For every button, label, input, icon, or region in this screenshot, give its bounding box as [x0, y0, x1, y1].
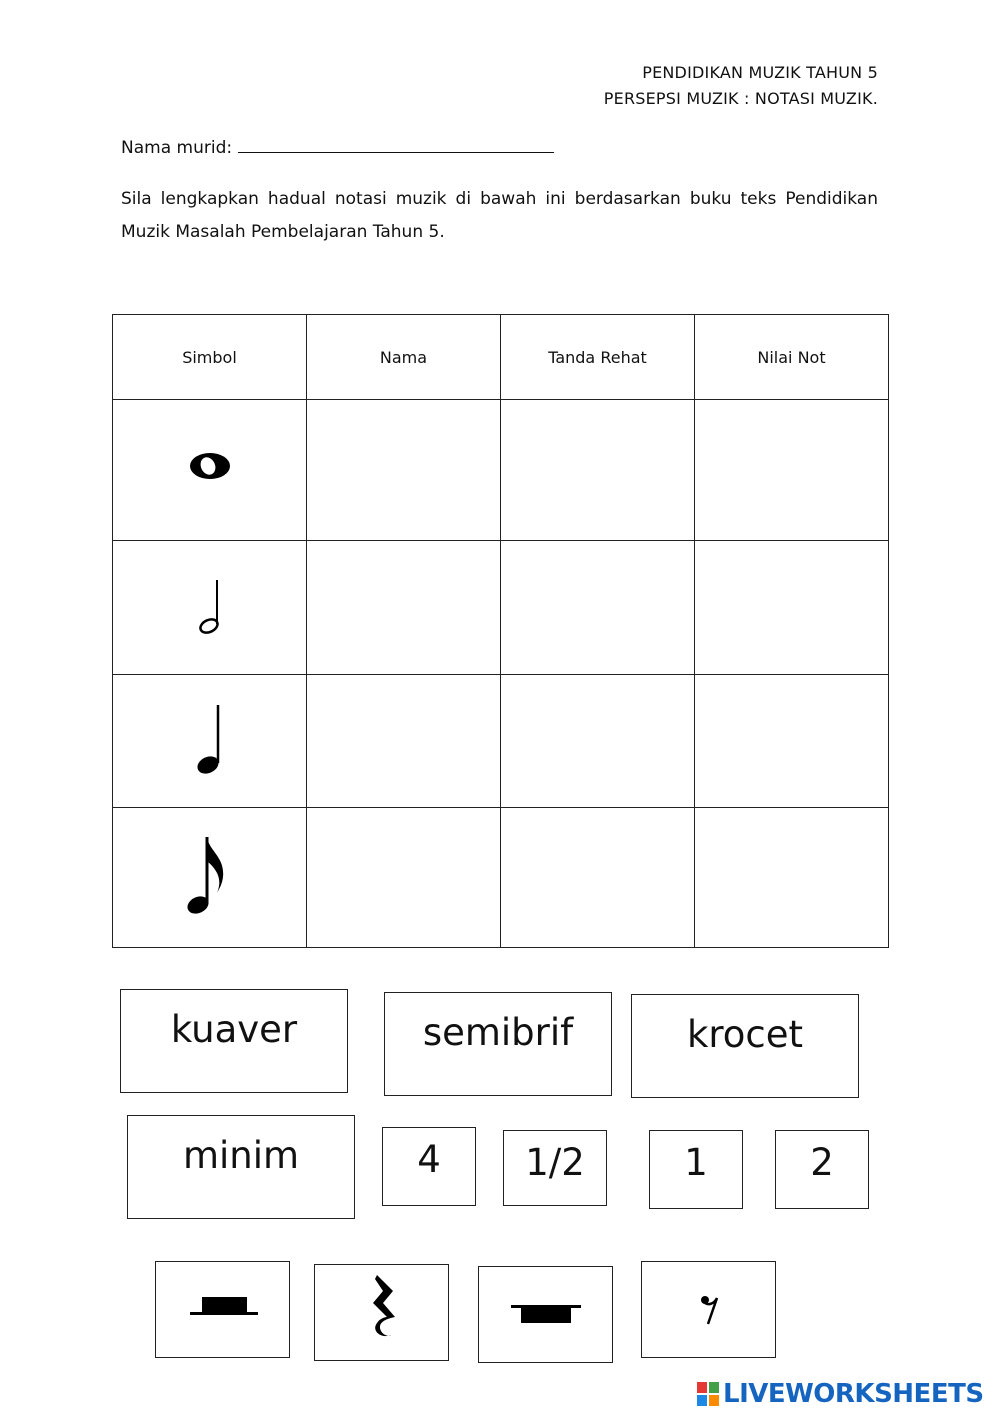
nilai-not-drop-cell[interactable]: [695, 675, 889, 808]
value-card-half[interactable]: [503, 1130, 607, 1206]
rest-card-eighth-rest[interactable]: [641, 1261, 776, 1358]
table-header-row: [113, 315, 889, 400]
symbol-cell: [113, 675, 307, 808]
notation-table: [112, 314, 889, 948]
rest-card-whole-rest[interactable]: [478, 1266, 613, 1363]
nilai-not-drop-cell[interactable]: [695, 400, 889, 541]
whole-rest-icon: [479, 1267, 614, 1364]
word-card-label: kuaver: [170, 1008, 298, 1051]
tanda-rehat-drop-cell[interactable]: [501, 541, 695, 675]
quarter-rest-icon: [315, 1265, 450, 1362]
header-nilai-not: Nilai Not: [695, 315, 889, 400]
student-name-row: [121, 138, 554, 158]
nama-drop-cell[interactable]: [307, 675, 501, 808]
tanda-rehat-drop-cell[interactable]: [501, 808, 695, 948]
word-card-minim[interactable]: [127, 1115, 355, 1219]
whole-note-icon: [180, 448, 240, 488]
header-tanda-rehat: Tanda Rehat: [501, 315, 695, 400]
liveworksheets-logo-icon: [697, 1382, 719, 1406]
symbol-cell: [113, 808, 307, 948]
value-card-label: 4: [417, 1138, 441, 1181]
value-card-4[interactable]: [382, 1127, 476, 1206]
table-row: [113, 808, 889, 948]
student-name-field[interactable]: [238, 138, 554, 153]
table-row: [113, 675, 889, 808]
symbol-cell: [113, 541, 307, 675]
table-row: [113, 541, 889, 675]
student-name-label: Nama murid:: [121, 138, 233, 158]
nama-drop-cell[interactable]: [307, 541, 501, 675]
word-card-label: minim: [182, 1134, 300, 1177]
nama-drop-cell[interactable]: [307, 808, 501, 948]
value-card-1[interactable]: [649, 1130, 743, 1209]
eighth-rest-icon: [642, 1262, 777, 1359]
value-card-label: 1/2: [525, 1141, 585, 1184]
header-simbol: Simbol: [113, 315, 307, 400]
half-rest-icon: [156, 1262, 291, 1359]
value-card-2[interactable]: [775, 1130, 869, 1209]
header-nama: Nama: [307, 315, 501, 400]
quarter-note-icon: [190, 701, 230, 777]
tanda-rehat-drop-cell[interactable]: [501, 400, 695, 541]
nama-drop-cell[interactable]: [307, 400, 501, 541]
symbol-cell: [113, 400, 307, 541]
rest-card-half-rest[interactable]: [155, 1261, 290, 1358]
nilai-not-drop-cell[interactable]: [695, 808, 889, 948]
header-line-2: PERSEPSI MUZIK : NOTASI MUZIK.: [603, 89, 878, 108]
word-card-semibrif[interactable]: [384, 992, 612, 1096]
word-card-kuaver[interactable]: [120, 989, 348, 1093]
word-card-label: krocet: [686, 1013, 804, 1056]
word-card-krocet[interactable]: [631, 994, 859, 1098]
header-line-1: PENDIDIKAN MUZIK TAHUN 5: [642, 63, 878, 82]
liveworksheets-brand: [697, 1378, 984, 1410]
value-card-label: 1: [684, 1141, 708, 1184]
nilai-not-drop-cell[interactable]: [695, 541, 889, 675]
table-row: [113, 400, 889, 541]
word-card-label: semibrif: [422, 1011, 574, 1054]
brand-name: LIVEWORKSHEETS: [723, 1379, 984, 1409]
value-card-label: 2: [810, 1141, 834, 1184]
half-note-icon: [190, 576, 230, 636]
rest-card-quarter-rest[interactable]: [314, 1264, 449, 1361]
tanda-rehat-drop-cell[interactable]: [501, 675, 695, 808]
instruction-text: Sila lengkapkan hadual notasi muzik di bawah ini berdasarkan buku teks Pendidikan Muzik Masalah Pembelajaran Tahun 5.: [121, 189, 878, 242]
eighth-note-icon: [185, 833, 235, 919]
